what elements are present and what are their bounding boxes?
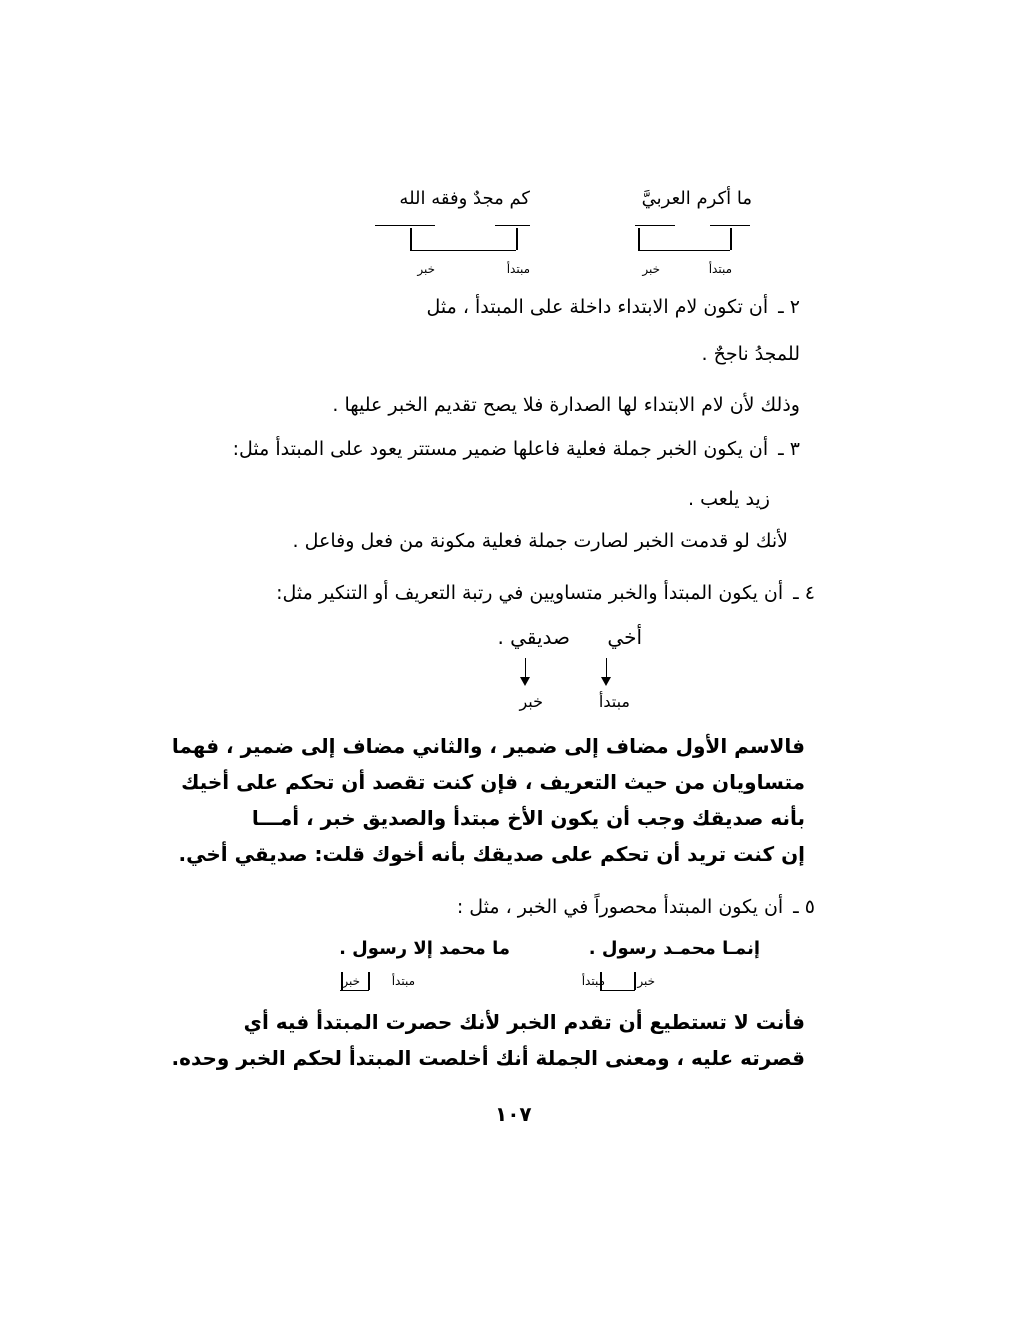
item-5-explanation-line-1: فأنت لا تستطيع أن تقدم الخبر لأنك حصرت المبتدأ فيه أي (243, 1010, 805, 1034)
label-khabar: خبر (519, 692, 543, 711)
arrow-down-icon (525, 658, 526, 684)
item-4-explanation-line-2: متساويان من حيث التعريف ، فإن كنت تقصد أن تحكم على أخيك (181, 770, 805, 794)
item-text: أن يكون المبتدأ والخبر متساويين في رتبة التعريف أو التنكير مثل: (276, 582, 784, 604)
item-text: أن تكون لام الابتداء داخلة على المبتدأ ، مثل (426, 296, 769, 318)
example-innama: إنمـا محمـد رسول . (588, 938, 760, 959)
diagram-line (375, 225, 435, 226)
item-2-example: للمجدُ ناجحٌ . (701, 343, 800, 365)
label-khabar: خبر (642, 262, 660, 276)
diagram-line (516, 228, 518, 250)
example-ma-illa: ما محمد إلا رسول . (339, 938, 510, 959)
diagram-line (730, 228, 732, 250)
diagram-line (634, 972, 636, 990)
label-khabar: خبر (417, 262, 435, 276)
item-number: ٥ ـ (793, 896, 815, 918)
example-word-sadiqi: صديقي . (497, 625, 570, 649)
diagram-line (410, 228, 412, 250)
diagram-line (635, 225, 675, 226)
diagram-line (340, 990, 369, 991)
example-word-akhi: أخي (607, 625, 642, 649)
diagram-line (368, 972, 370, 990)
item-number: ٣ ـ (778, 438, 800, 460)
item-4-explanation-line-1: فالاسم الأول مضاف إلى ضمير ، والثاني مضاف إلى ضمير ، فهما (171, 734, 805, 758)
page-number: ١٠٧ (495, 1102, 532, 1126)
item-4-explanation-line-3: بأنه صديقك وجب أن يكون الأخ مبتدأ والصديق خبر ، أمـــا (251, 806, 805, 830)
diagram-line (600, 972, 602, 990)
label-khabar: خبر (637, 974, 655, 988)
item-3-heading (233, 440, 800, 459)
diagram-line (638, 228, 640, 250)
item-3-reason: لأنك لو قدمت الخبر لصارت جملة فعلية مكونة من فعل وفاعل . (292, 530, 788, 552)
label-mubtada: مبتدأ (391, 974, 415, 988)
item-text: أن يكون الخبر جملة فعلية فاعلها ضمير مستتر يعود على المبتدأ مثل: (232, 438, 769, 460)
label-mubtada: مبتدأ (506, 262, 530, 276)
diagram-line (410, 250, 516, 251)
item-text: أن يكون المبتدأ محصوراً في الخبر ، مثل : (456, 896, 784, 918)
item-number: ٢ ـ (778, 296, 800, 318)
diagram-line (495, 225, 530, 226)
example-left-sentence: كم مجدٌ وفقه الله (399, 188, 530, 209)
item-3-example: زيد يلعب . (688, 488, 770, 510)
item-2-heading (427, 298, 800, 317)
label-mubtada: مبتدأ (708, 262, 732, 276)
item-number: ٤ ـ (793, 582, 815, 604)
diagram-line (638, 250, 730, 251)
diagram-line (600, 990, 635, 991)
diagram-line (710, 225, 750, 226)
example-right-sentence: ما أكرم العربيَّ (641, 188, 752, 209)
label-mubtada: مبتدأ (581, 974, 605, 988)
label-khabar: خبر (342, 974, 360, 988)
item-5-explanation-line-2: قصرته عليه ، ومعنى الجملة أنك أخلصت المبتدأ لحكم الخبر وحده. (171, 1046, 805, 1070)
label-mubtada: مبتدأ (598, 692, 630, 711)
item-5-heading (457, 898, 815, 917)
arrow-down-icon (606, 658, 607, 684)
item-2-reason: وذلك لأن لام الابتداء لها الصدارة فلا يصح تقديم الخبر عليها . (332, 394, 800, 416)
item-4-heading (276, 584, 815, 603)
item-4-explanation-line-4: إن كنت تريد أن تحكم على صديقك بأنه أخوك قلت: صديقي أخي. (178, 842, 805, 866)
